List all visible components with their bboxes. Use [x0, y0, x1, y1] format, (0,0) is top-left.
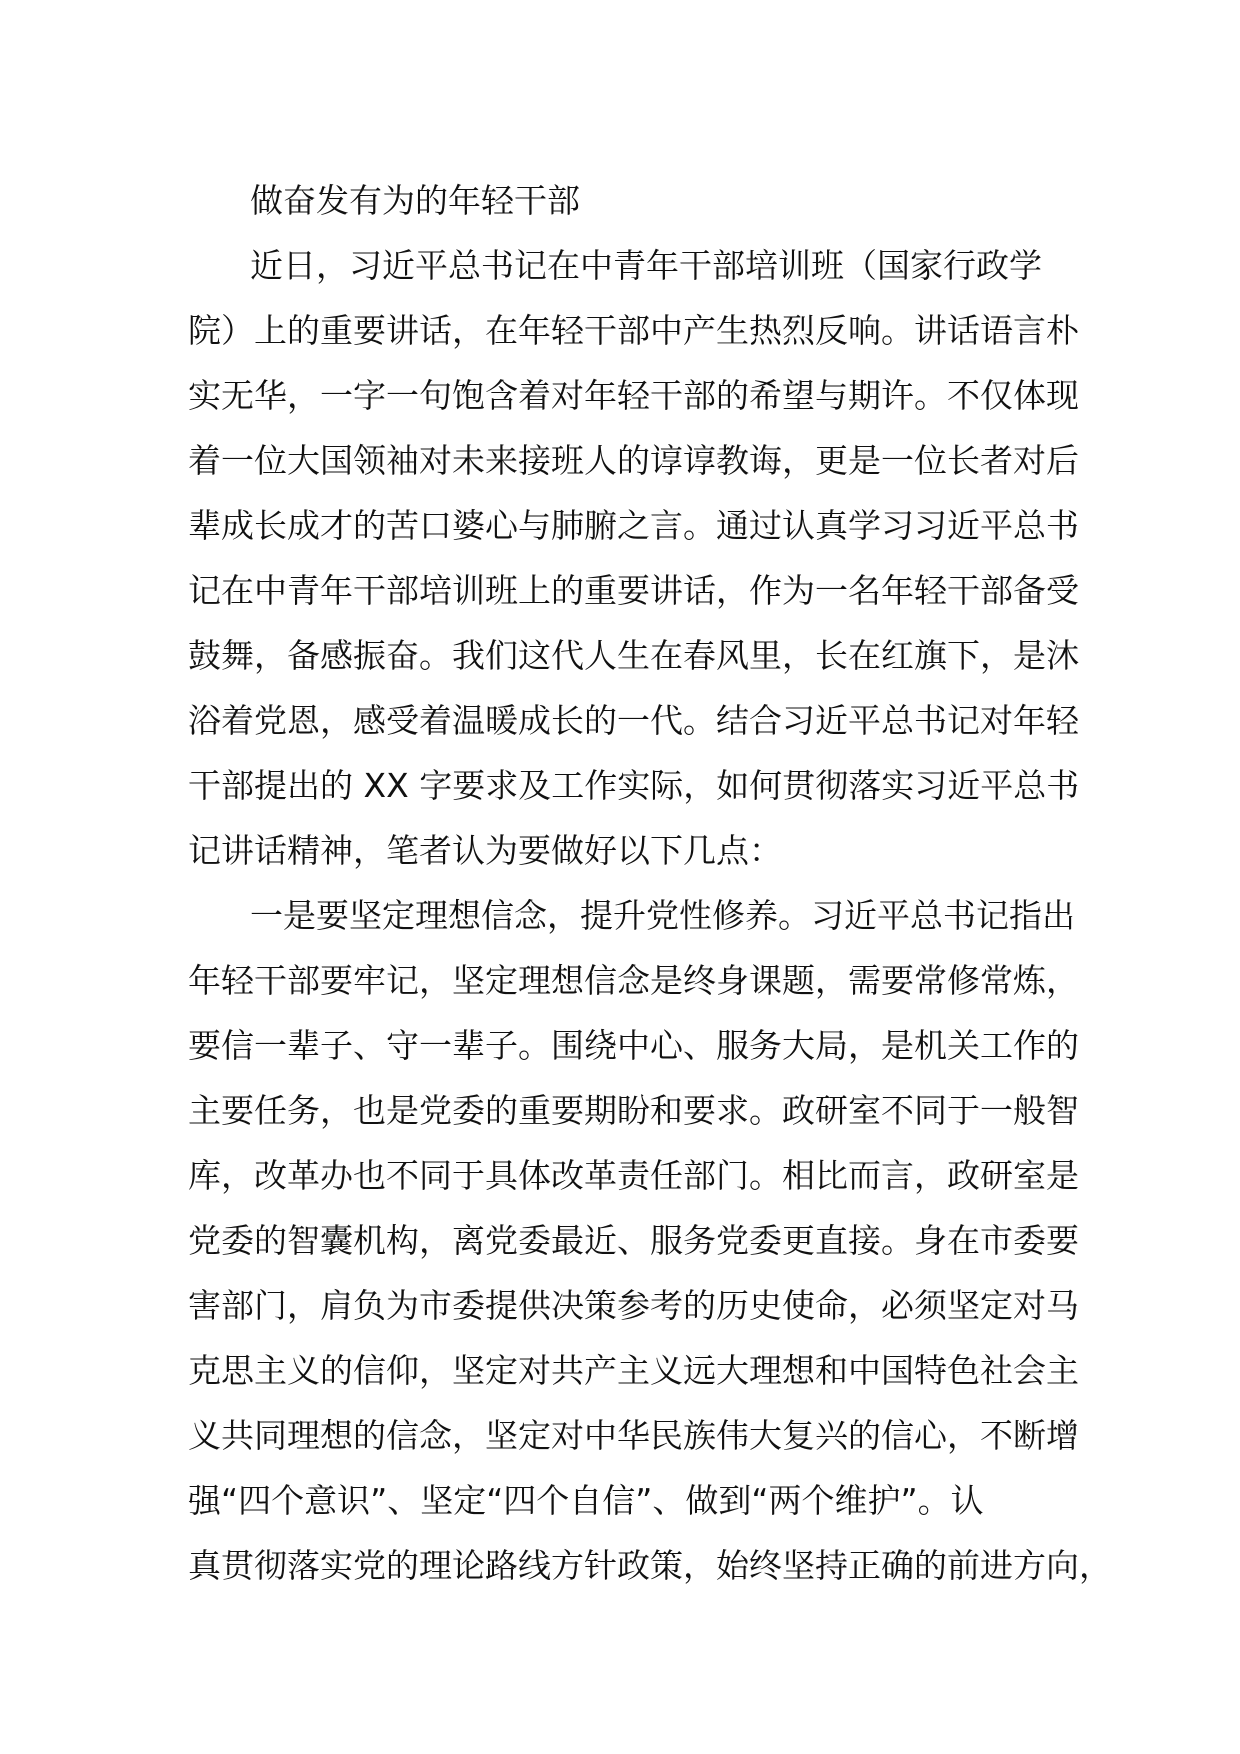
document-title: 做奋发有为的年轻干部	[250, 181, 580, 220]
document-body	[188, 168, 1112, 1598]
paragraph-line: 要信一辈子、守一辈子。围绕中心、服务大局，是机关工作的	[188, 1026, 1079, 1065]
paragraph-line: 一是要坚定理想信念，提升党性修养。习近平总书记指出	[250, 896, 1075, 935]
paragraph-line: 强“四个意识”、坚定“四个自信”、做到“两个维护”。认	[188, 1481, 984, 1520]
paragraph-line: 浴着党恩，感受着温暖成长的一代。结合习近平总书记对年轻	[188, 701, 1079, 740]
paragraph-line: 辈成长成才的苦口婆心与肺腑之言。通过认真学习习近平总书	[188, 506, 1079, 545]
paragraph-line: 害部门，肩负为市委提供决策参考的历史使命，必须坚定对马	[188, 1286, 1079, 1325]
paragraph-line: 院）上的重要讲话，在年轻干部中产生热烈反响。讲话语言朴	[188, 311, 1079, 350]
paragraph-line: 真贯彻落实党的理论路线方针政策，始终坚持正确的前进方向，	[188, 1546, 1112, 1585]
paragraph-line: 党委的智囊机构，离党委最近、服务党委更直接。身在市委要	[188, 1221, 1079, 1260]
paragraph-line: 主要任务，也是党委的重要期盼和要求。政研室不同于一般智	[188, 1091, 1079, 1130]
paragraph-point-one	[188, 883, 1112, 1598]
paragraph-line: 鼓舞，备感振奋。我们这代人生在春风里，长在红旗下，是沐	[188, 636, 1079, 675]
paragraph-intro	[188, 233, 1080, 883]
paragraph-line: 记讲话精神，笔者认为要做好以下几点：	[188, 831, 782, 870]
paragraph-line: 年轻干部要牢记，坚定理想信念是终身课题，需要常修常炼，	[188, 961, 1079, 1000]
paragraph-line: 干部提出的 XX 字要求及工作实际，如何贯彻落实习近平总书	[188, 766, 1080, 805]
paragraph-line: 实无华，一字一句饱含着对年轻干部的希望与期许。不仅体现	[188, 376, 1079, 415]
paragraph-line: 着一位大国领袖对未来接班人的谆谆教诲，更是一位长者对后	[188, 441, 1079, 480]
paragraph-line: 义共同理想的信念，坚定对中华民族伟大复兴的信心，不断增	[188, 1416, 1079, 1455]
paragraph-line: 库，改革办也不同于具体改革责任部门。相比而言，政研室是	[188, 1156, 1079, 1195]
paragraph-line: 记在中青年干部培训班上的重要讲话，作为一名年轻干部备受	[188, 571, 1079, 610]
paragraph-line: 近日，习近平总书记在中青年干部培训班（国家行政学	[250, 246, 1042, 285]
paragraph-line: 克思主义的信仰，坚定对共产主义远大理想和中国特色社会主	[188, 1351, 1079, 1390]
